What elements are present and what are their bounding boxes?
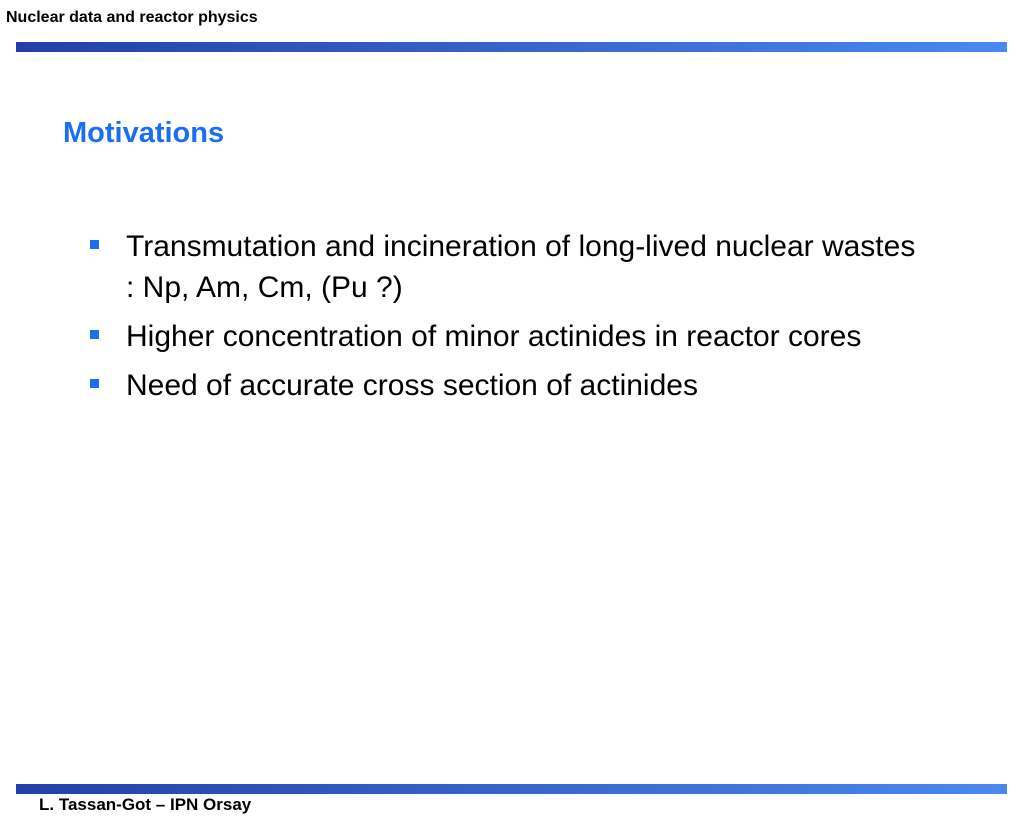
bullet-item [86, 226, 926, 308]
footer-divider-bar [16, 784, 1007, 794]
bullet-item [86, 316, 926, 357]
presentation-title: Nuclear data and reactor physics [6, 9, 258, 26]
footer-author: L. Tassan-Got – IPN Orsay [39, 795, 252, 814]
header-divider-bar [16, 42, 1007, 52]
bullet-list [86, 226, 926, 414]
square-bullet-icon [90, 240, 99, 249]
bullet-text: Higher concentration of minor actinides in reactor cores [126, 320, 862, 353]
square-bullet-icon [90, 379, 99, 388]
slide-title: Motivations [63, 117, 225, 149]
square-bullet-icon [90, 330, 99, 339]
bullet-text: Need of accurate cross section of actinides [126, 369, 698, 402]
bullet-text: Transmutation and incineration of long-lived nuclear wastes : Np, Am, Cm, (Pu ?) [126, 230, 916, 304]
bullet-item [86, 365, 926, 406]
